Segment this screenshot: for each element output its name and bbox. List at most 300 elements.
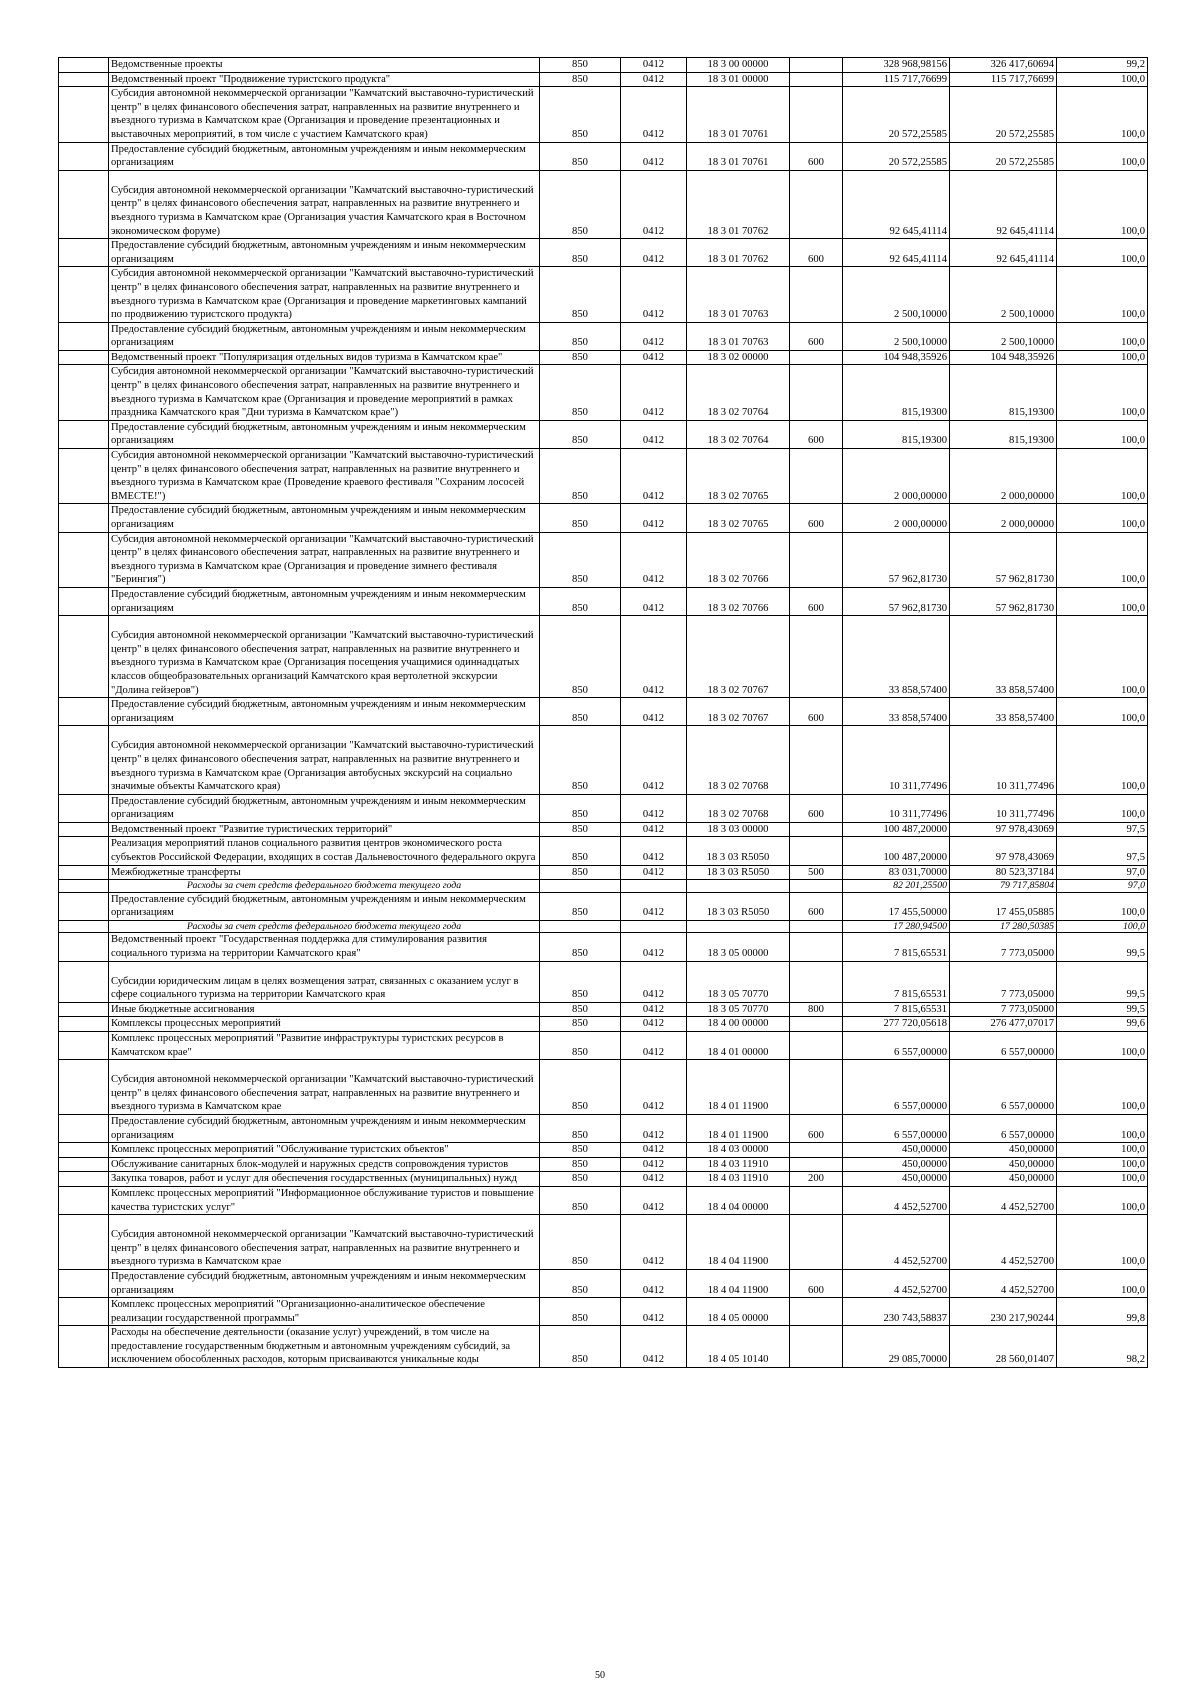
federal-budget-subrow xyxy=(59,920,1148,933)
expense-type-code-cell xyxy=(790,726,843,794)
execution-percent-cell: 100,0 xyxy=(1057,1186,1148,1214)
expense-name-cell: Предоставление субсидий бюджетным, автономным учреждениям и иным некоммерческим организациям xyxy=(109,420,540,448)
expense-name-text: Субсидия автономной некоммерческой организации "Камчатский выставочно-туристический центр" в целях финансового обеспечения затрат, направленных на развитие внутреннего и въездного туризма в Камчатском крае (Организация участия Камчатского края в Восточном экономическом форуме) xyxy=(111,184,534,237)
section-code-cell: 0412 xyxy=(621,1114,687,1142)
execution-percent-cell: 100,0 xyxy=(1057,239,1148,267)
actual-amount-cell: 450,00000 xyxy=(950,1157,1057,1172)
target-item-code-cell: 18 3 01 70763 xyxy=(687,267,790,322)
section-code-cell: 0412 xyxy=(621,1269,687,1297)
row-index-cell xyxy=(59,420,109,448)
gd-code-cell: 850 xyxy=(540,616,621,698)
plan-amount-cell: 2 500,10000 xyxy=(843,322,950,350)
expense-type-code-cell: 600 xyxy=(790,420,843,448)
gd-code-cell: 850 xyxy=(540,1060,621,1115)
target-item-code-cell xyxy=(687,920,790,933)
expense-name-cell: Субсидия автономной некоммерческой организации "Камчатский выставочно-туристический центр" в целях финансового обеспечения затрат, направленных на развитие внутреннего и въездного туризма в Камчатском крае (Организация и проведение презентационных и выставочных мероприятий, в том числе с участием Камчатского края) xyxy=(109,87,540,142)
section-code-cell: 0412 xyxy=(621,1186,687,1214)
table-row xyxy=(59,1172,1148,1187)
table-row xyxy=(59,587,1148,615)
row-index-cell xyxy=(59,449,109,504)
row-index-cell xyxy=(59,170,109,238)
actual-amount-cell: 33 858,57400 xyxy=(950,616,1057,698)
table-row xyxy=(59,822,1148,837)
actual-amount-cell: 57 962,81730 xyxy=(950,532,1057,587)
section-code-cell: 0412 xyxy=(621,865,687,880)
actual-amount-cell: 4 452,52700 xyxy=(950,1186,1057,1214)
expense-type-code-cell xyxy=(790,1186,843,1214)
plan-amount-cell: 20 572,25585 xyxy=(843,87,950,142)
actual-amount-cell: 92 645,41114 xyxy=(950,239,1057,267)
actual-amount-cell: 79 717,85804 xyxy=(950,880,1057,893)
expense-name-cell: Предоставление субсидий бюджетным, автономным учреждениям и иным некоммерческим организациям xyxy=(109,587,540,615)
execution-percent-cell: 97,5 xyxy=(1057,837,1148,865)
execution-percent-cell: 100,0 xyxy=(1057,892,1148,920)
leading-gap xyxy=(111,1060,537,1073)
table-row xyxy=(59,1032,1148,1060)
section-code-cell: 0412 xyxy=(621,72,687,87)
expense-name-cell xyxy=(109,616,540,698)
target-item-code-cell: 18 3 05 00000 xyxy=(687,933,790,961)
gd-code-cell: 850 xyxy=(540,1143,621,1158)
gd-code-cell: 850 xyxy=(540,142,621,170)
execution-percent-cell: 100,0 xyxy=(1057,72,1148,87)
plan-amount-cell: 20 572,25585 xyxy=(843,142,950,170)
row-index-cell xyxy=(59,892,109,920)
execution-percent-cell: 100,0 xyxy=(1057,1032,1148,1060)
target-item-code-cell: 18 4 01 11900 xyxy=(687,1114,790,1142)
table-row xyxy=(59,1017,1148,1032)
execution-percent-cell: 98,2 xyxy=(1057,1326,1148,1368)
row-index-cell xyxy=(59,142,109,170)
section-code-cell: 0412 xyxy=(621,1002,687,1017)
row-index-cell xyxy=(59,698,109,726)
actual-amount-cell: 80 523,37184 xyxy=(950,865,1057,880)
expense-type-code-cell: 600 xyxy=(790,794,843,822)
expense-name-cell: Комплекс процессных мероприятий "Развитие инфраструктуры туристских ресурсов в Камчатском крае" xyxy=(109,1032,540,1060)
table-row xyxy=(59,365,1148,420)
gd-code-cell: 850 xyxy=(540,698,621,726)
table-row xyxy=(59,420,1148,448)
gd-code-cell: 850 xyxy=(540,322,621,350)
expense-type-code-cell: 600 xyxy=(790,504,843,532)
gd-code-cell: 850 xyxy=(540,892,621,920)
execution-percent-cell: 99,8 xyxy=(1057,1298,1148,1326)
expense-name-text: Субсидии юридическим лицам в целях возмещения затрат, связанных с оказанием услуг в сфере социального туризма на территории Камчатского края xyxy=(111,975,519,1001)
expense-name-cell: Предоставление субсидий бюджетным, автономным учреждениям и иным некоммерческим организациям xyxy=(109,239,540,267)
row-index-cell xyxy=(59,239,109,267)
target-item-code-cell: 18 3 02 70767 xyxy=(687,616,790,698)
plan-amount-cell: 83 031,70000 xyxy=(843,865,950,880)
actual-amount-cell: 2 500,10000 xyxy=(950,267,1057,322)
table-row xyxy=(59,532,1148,587)
execution-percent-cell: 97,0 xyxy=(1057,880,1148,893)
expense-type-code-cell xyxy=(790,87,843,142)
row-index-cell xyxy=(59,616,109,698)
expense-name-cell: Предоставление субсидий бюджетным, автономным учреждениям и иным некоммерческим организациям xyxy=(109,794,540,822)
actual-amount-cell: 10 311,77496 xyxy=(950,726,1057,794)
table-row xyxy=(59,142,1148,170)
execution-percent-cell: 100,0 xyxy=(1057,142,1148,170)
plan-amount-cell: 815,19300 xyxy=(843,365,950,420)
gd-code-cell: 850 xyxy=(540,239,621,267)
expense-type-code-cell: 200 xyxy=(790,1172,843,1187)
table-row xyxy=(59,1326,1148,1368)
actual-amount-cell: 2 500,10000 xyxy=(950,322,1057,350)
execution-percent-cell: 100,0 xyxy=(1057,532,1148,587)
expense-type-code-cell xyxy=(790,58,843,73)
expense-name-cell: Комплекс процессных мероприятий "Организационно-аналитическое обеспечение реализации государственной программы" xyxy=(109,1298,540,1326)
section-code-cell: 0412 xyxy=(621,616,687,698)
expense-type-code-cell: 600 xyxy=(790,587,843,615)
execution-percent-cell: 100,0 xyxy=(1057,1172,1148,1187)
plan-amount-cell: 29 085,70000 xyxy=(843,1326,950,1368)
expense-name-cell: Обслуживание санитарных блок-модулей и наружных средств сопровождения туристов xyxy=(109,1157,540,1172)
expense-name-cell: Расходы за счет средств федерального бюджета текущего года xyxy=(109,880,540,893)
expense-type-code-cell xyxy=(790,837,843,865)
expense-type-code-cell xyxy=(790,1060,843,1115)
target-item-code-cell: 18 3 01 70761 xyxy=(687,142,790,170)
gd-code-cell: 850 xyxy=(540,170,621,238)
expense-type-code-cell xyxy=(790,365,843,420)
expense-name-cell: Предоставление субсидий бюджетным, автономным учреждениям и иным некоммерческим организациям xyxy=(109,504,540,532)
row-index-cell xyxy=(59,822,109,837)
gd-code-cell: 850 xyxy=(540,1017,621,1032)
plan-amount-cell: 450,00000 xyxy=(843,1157,950,1172)
section-code-cell: 0412 xyxy=(621,350,687,365)
plan-amount-cell: 230 743,58837 xyxy=(843,1298,950,1326)
actual-amount-cell: 6 557,00000 xyxy=(950,1114,1057,1142)
table-row xyxy=(59,865,1148,880)
table-row xyxy=(59,239,1148,267)
table-row xyxy=(59,726,1148,794)
execution-percent-cell: 100,0 xyxy=(1057,1215,1148,1270)
plan-amount-cell: 6 557,00000 xyxy=(843,1114,950,1142)
target-item-code-cell: 18 4 03 11910 xyxy=(687,1172,790,1187)
row-index-cell xyxy=(59,1326,109,1368)
expense-type-code-cell xyxy=(790,1017,843,1032)
row-index-cell xyxy=(59,350,109,365)
target-item-code-cell: 18 3 02 70765 xyxy=(687,449,790,504)
execution-percent-cell: 100,0 xyxy=(1057,616,1148,698)
section-code-cell: 0412 xyxy=(621,837,687,865)
expense-type-code-cell xyxy=(790,1157,843,1172)
gd-code-cell: 850 xyxy=(540,865,621,880)
plan-amount-cell: 2 000,00000 xyxy=(843,449,950,504)
gd-code-cell: 850 xyxy=(540,1326,621,1368)
plan-amount-cell: 33 858,57400 xyxy=(843,616,950,698)
actual-amount-cell: 6 557,00000 xyxy=(950,1060,1057,1115)
budget-sheet xyxy=(58,57,1147,1368)
expense-name-cell: Предоставление субсидий бюджетным, автономным учреждениям и иным некоммерческим организациям xyxy=(109,322,540,350)
gd-code-cell: 850 xyxy=(540,504,621,532)
target-item-code-cell: 18 3 00 00000 xyxy=(687,58,790,73)
target-item-code-cell: 18 3 02 70765 xyxy=(687,504,790,532)
plan-amount-cell: 92 645,41114 xyxy=(843,170,950,238)
table-body xyxy=(59,58,1148,1368)
table-row xyxy=(59,449,1148,504)
execution-percent-cell: 100,0 xyxy=(1057,170,1148,238)
expense-type-code-cell xyxy=(790,880,843,893)
target-item-code-cell: 18 3 02 70764 xyxy=(687,365,790,420)
target-item-code-cell: 18 3 02 70766 xyxy=(687,587,790,615)
gd-code-cell: 850 xyxy=(540,587,621,615)
table-row xyxy=(59,1186,1148,1214)
target-item-code-cell: 18 3 03 R5050 xyxy=(687,837,790,865)
actual-amount-cell: 450,00000 xyxy=(950,1143,1057,1158)
section-code-cell: 0412 xyxy=(621,1298,687,1326)
execution-percent-cell: 99,6 xyxy=(1057,1017,1148,1032)
expense-name-cell: Ведомственный проект "Развитие туристических территорий" xyxy=(109,822,540,837)
plan-amount-cell: 33 858,57400 xyxy=(843,698,950,726)
table-row xyxy=(59,1002,1148,1017)
execution-percent-cell: 100,0 xyxy=(1057,504,1148,532)
target-item-code-cell: 18 4 05 00000 xyxy=(687,1298,790,1326)
actual-amount-cell: 815,19300 xyxy=(950,365,1057,420)
gd-code-cell: 850 xyxy=(540,1186,621,1214)
expense-name-cell xyxy=(109,961,540,1002)
section-code-cell: 0412 xyxy=(621,532,687,587)
row-index-cell xyxy=(59,587,109,615)
execution-percent-cell: 99,5 xyxy=(1057,1002,1148,1017)
target-item-code-cell: 18 4 01 00000 xyxy=(687,1032,790,1060)
target-item-code-cell: 18 3 03 R5050 xyxy=(687,892,790,920)
section-code-cell: 0412 xyxy=(621,698,687,726)
table-row xyxy=(59,616,1148,698)
section-code-cell: 0412 xyxy=(621,322,687,350)
gd-code-cell: 850 xyxy=(540,794,621,822)
plan-amount-cell: 4 452,52700 xyxy=(843,1186,950,1214)
plan-amount-cell: 328 968,98156 xyxy=(843,58,950,73)
plan-amount-cell: 815,19300 xyxy=(843,420,950,448)
expense-name-cell: Комплексы процессных мероприятий xyxy=(109,1017,540,1032)
execution-percent-cell: 99,5 xyxy=(1057,961,1148,1002)
row-index-cell xyxy=(59,1060,109,1115)
actual-amount-cell: 815,19300 xyxy=(950,420,1057,448)
expense-type-code-cell xyxy=(790,1298,843,1326)
section-code-cell: 0412 xyxy=(621,1157,687,1172)
table-row xyxy=(59,1143,1148,1158)
expense-name-cell: Предоставление субсидий бюджетным, автономным учреждениям и иным некоммерческим организациям xyxy=(109,1114,540,1142)
gd-code-cell: 850 xyxy=(540,822,621,837)
table-row xyxy=(59,170,1148,238)
section-code-cell: 0412 xyxy=(621,1143,687,1158)
target-item-code-cell: 18 4 05 10140 xyxy=(687,1326,790,1368)
execution-percent-cell: 100,0 xyxy=(1057,698,1148,726)
expense-name-cell: Комплекс процессных мероприятий "Обслуживание туристских объектов" xyxy=(109,1143,540,1158)
target-item-code-cell: 18 4 03 11910 xyxy=(687,1157,790,1172)
actual-amount-cell: 2 000,00000 xyxy=(950,504,1057,532)
table-row xyxy=(59,961,1148,1002)
gd-code-cell xyxy=(540,920,621,933)
row-index-cell xyxy=(59,87,109,142)
target-item-code-cell: 18 3 02 70768 xyxy=(687,726,790,794)
actual-amount-cell: 4 452,52700 xyxy=(950,1215,1057,1270)
execution-percent-cell: 100,0 xyxy=(1057,587,1148,615)
section-code-cell: 0412 xyxy=(621,449,687,504)
execution-percent-cell: 100,0 xyxy=(1057,794,1148,822)
gd-code-cell: 850 xyxy=(540,933,621,961)
gd-code-cell: 850 xyxy=(540,837,621,865)
table-row xyxy=(59,504,1148,532)
expense-type-code-cell xyxy=(790,920,843,933)
target-item-code-cell: 18 3 01 70762 xyxy=(687,170,790,238)
leading-gap xyxy=(111,726,537,739)
table-row xyxy=(59,267,1148,322)
expense-type-code-cell: 600 xyxy=(790,142,843,170)
row-index-cell xyxy=(59,880,109,893)
actual-amount-cell: 450,00000 xyxy=(950,1172,1057,1187)
actual-amount-cell: 10 311,77496 xyxy=(950,794,1057,822)
target-item-code-cell: 18 4 00 00000 xyxy=(687,1017,790,1032)
execution-percent-cell: 100,0 xyxy=(1057,350,1148,365)
table-row xyxy=(59,1269,1148,1297)
actual-amount-cell: 7 773,05000 xyxy=(950,1002,1057,1017)
plan-amount-cell: 450,00000 xyxy=(843,1143,950,1158)
target-item-code-cell: 18 3 01 70762 xyxy=(687,239,790,267)
row-index-cell xyxy=(59,58,109,73)
gd-code-cell xyxy=(540,880,621,893)
gd-code-cell: 850 xyxy=(540,1002,621,1017)
section-code-cell: 0412 xyxy=(621,239,687,267)
expense-type-code-cell xyxy=(790,1326,843,1368)
row-index-cell xyxy=(59,961,109,1002)
table-row xyxy=(59,1060,1148,1115)
plan-amount-cell: 100 487,20000 xyxy=(843,837,950,865)
section-code-cell: 0412 xyxy=(621,170,687,238)
row-index-cell xyxy=(59,1032,109,1060)
plan-amount-cell: 92 645,41114 xyxy=(843,239,950,267)
execution-percent-cell: 100,0 xyxy=(1057,322,1148,350)
expense-name-cell: Ведомственный проект "Государственная поддержка для стимулирования развития социального туризма на территории Камчатского края" xyxy=(109,933,540,961)
plan-amount-cell: 17 455,50000 xyxy=(843,892,950,920)
expense-name-cell: Реализация мероприятий планов социального развития центров экономического роста субъектов Российской Федерации, входящих в состав Дальневосточного федерального округа xyxy=(109,837,540,865)
expense-type-code-cell xyxy=(790,1143,843,1158)
target-item-code-cell xyxy=(687,880,790,893)
expense-type-code-cell xyxy=(790,350,843,365)
gd-code-cell: 850 xyxy=(540,1172,621,1187)
table-row xyxy=(59,87,1148,142)
gd-code-cell: 850 xyxy=(540,449,621,504)
table-row xyxy=(59,322,1148,350)
target-item-code-cell: 18 3 02 70767 xyxy=(687,698,790,726)
section-code-cell: 0412 xyxy=(621,961,687,1002)
row-index-cell xyxy=(59,532,109,587)
actual-amount-cell: 2 000,00000 xyxy=(950,449,1057,504)
execution-percent-cell: 100,0 xyxy=(1057,920,1148,933)
federal-budget-subrow xyxy=(59,880,1148,893)
execution-percent-cell: 100,0 xyxy=(1057,449,1148,504)
row-index-cell xyxy=(59,1002,109,1017)
execution-percent-cell: 100,0 xyxy=(1057,267,1148,322)
table-row xyxy=(59,72,1148,87)
plan-amount-cell: 4 452,52700 xyxy=(843,1269,950,1297)
expense-name-cell: Ведомственные проекты xyxy=(109,58,540,73)
plan-amount-cell: 4 452,52700 xyxy=(843,1215,950,1270)
leading-gap xyxy=(111,171,537,184)
section-code-cell: 0412 xyxy=(621,794,687,822)
section-code-cell: 0412 xyxy=(621,1032,687,1060)
table-row xyxy=(59,58,1148,73)
gd-code-cell: 850 xyxy=(540,72,621,87)
expense-name-cell: Предоставление субсидий бюджетным, автономным учреждениям и иным некоммерческим организациям xyxy=(109,1269,540,1297)
actual-amount-cell: 115 717,76699 xyxy=(950,72,1057,87)
expense-type-code-cell xyxy=(790,616,843,698)
section-code-cell: 0412 xyxy=(621,504,687,532)
gd-code-cell: 850 xyxy=(540,58,621,73)
row-index-cell xyxy=(59,920,109,933)
row-index-cell xyxy=(59,1186,109,1214)
gd-code-cell: 850 xyxy=(540,1269,621,1297)
plan-amount-cell: 6 557,00000 xyxy=(843,1060,950,1115)
row-index-cell xyxy=(59,365,109,420)
actual-amount-cell: 4 452,52700 xyxy=(950,1269,1057,1297)
plan-amount-cell: 82 201,25500 xyxy=(843,880,950,893)
budget-table xyxy=(58,57,1148,1368)
gd-code-cell: 850 xyxy=(540,1032,621,1060)
target-item-code-cell: 18 3 02 70764 xyxy=(687,420,790,448)
execution-percent-cell: 100,0 xyxy=(1057,726,1148,794)
row-index-cell xyxy=(59,504,109,532)
table-row xyxy=(59,1157,1148,1172)
gd-code-cell: 850 xyxy=(540,1215,621,1270)
plan-amount-cell: 450,00000 xyxy=(843,1172,950,1187)
plan-amount-cell: 10 311,77496 xyxy=(843,726,950,794)
actual-amount-cell: 6 557,00000 xyxy=(950,1032,1057,1060)
expense-name-cell: Субсидия автономной некоммерческой организации "Камчатский выставочно-туристический центр" в целях финансового обеспечения затрат, направленных на развитие внутреннего и въездного туризма в Камчатском крае (Проведение краевого фестиваля "Сохраним лососей ВМЕСТЕ!") xyxy=(109,449,540,504)
section-code-cell: 0412 xyxy=(621,1017,687,1032)
target-item-code-cell: 18 3 05 70770 xyxy=(687,1002,790,1017)
row-index-cell xyxy=(59,1215,109,1270)
row-index-cell xyxy=(59,837,109,865)
section-code-cell: 0412 xyxy=(621,587,687,615)
section-code-cell: 0412 xyxy=(621,420,687,448)
plan-amount-cell: 17 280,94500 xyxy=(843,920,950,933)
section-code-cell: 0412 xyxy=(621,892,687,920)
expense-name-cell xyxy=(109,1215,540,1270)
expense-type-code-cell xyxy=(790,449,843,504)
expense-type-code-cell: 600 xyxy=(790,892,843,920)
actual-amount-cell: 97 978,43069 xyxy=(950,837,1057,865)
plan-amount-cell: 57 962,81730 xyxy=(843,587,950,615)
row-index-cell xyxy=(59,726,109,794)
target-item-code-cell: 18 3 02 00000 xyxy=(687,350,790,365)
row-index-cell xyxy=(59,1269,109,1297)
gd-code-cell: 850 xyxy=(540,1114,621,1142)
actual-amount-cell: 104 948,35926 xyxy=(950,350,1057,365)
execution-percent-cell: 100,0 xyxy=(1057,1269,1148,1297)
execution-percent-cell: 97,0 xyxy=(1057,865,1148,880)
leading-gap xyxy=(111,616,537,629)
expense-name-text: Субсидия автономной некоммерческой организации "Камчатский выставочно-туристический центр" в целях финансового обеспечения затрат, направленных на развитие внутреннего и въездного туризма в Камчатском крае (Организация посещения учащимися одиннадцатых классов общеобразовательных организаций Камчатского края вертолетной экскурсии "Долина гейзеров") xyxy=(111,630,534,696)
target-item-code-cell: 18 3 03 R5050 xyxy=(687,865,790,880)
gd-code-cell: 850 xyxy=(540,87,621,142)
expense-name-text: Субсидия автономной некоммерческой организации "Камчатский выставочно-туристический центр" в целях финансового обеспечения затрат, направленных на развитие внутреннего и въездного туризма в Камчатском крае (Организация автобусных экскурсий на социально значимые объекты Камчатского края) xyxy=(111,740,534,793)
execution-percent-cell: 99,2 xyxy=(1057,58,1148,73)
gd-code-cell: 850 xyxy=(540,1298,621,1326)
row-index-cell xyxy=(59,933,109,961)
execution-percent-cell: 100,0 xyxy=(1057,1114,1148,1142)
expense-type-code-cell: 600 xyxy=(790,1114,843,1142)
expense-name-cell: Предоставление субсидий бюджетным, автономным учреждениям и иным некоммерческим организациям xyxy=(109,698,540,726)
plan-amount-cell: 2 000,00000 xyxy=(843,504,950,532)
row-index-cell xyxy=(59,865,109,880)
plan-amount-cell: 10 311,77496 xyxy=(843,794,950,822)
expense-type-code-cell xyxy=(790,72,843,87)
page-number: 50 xyxy=(595,1670,605,1681)
expense-name-cell: Ведомственный проект "Популяризация отдельных видов туризма в Камчатском крае" xyxy=(109,350,540,365)
target-item-code-cell: 18 3 03 00000 xyxy=(687,822,790,837)
actual-amount-cell: 20 572,25585 xyxy=(950,87,1057,142)
